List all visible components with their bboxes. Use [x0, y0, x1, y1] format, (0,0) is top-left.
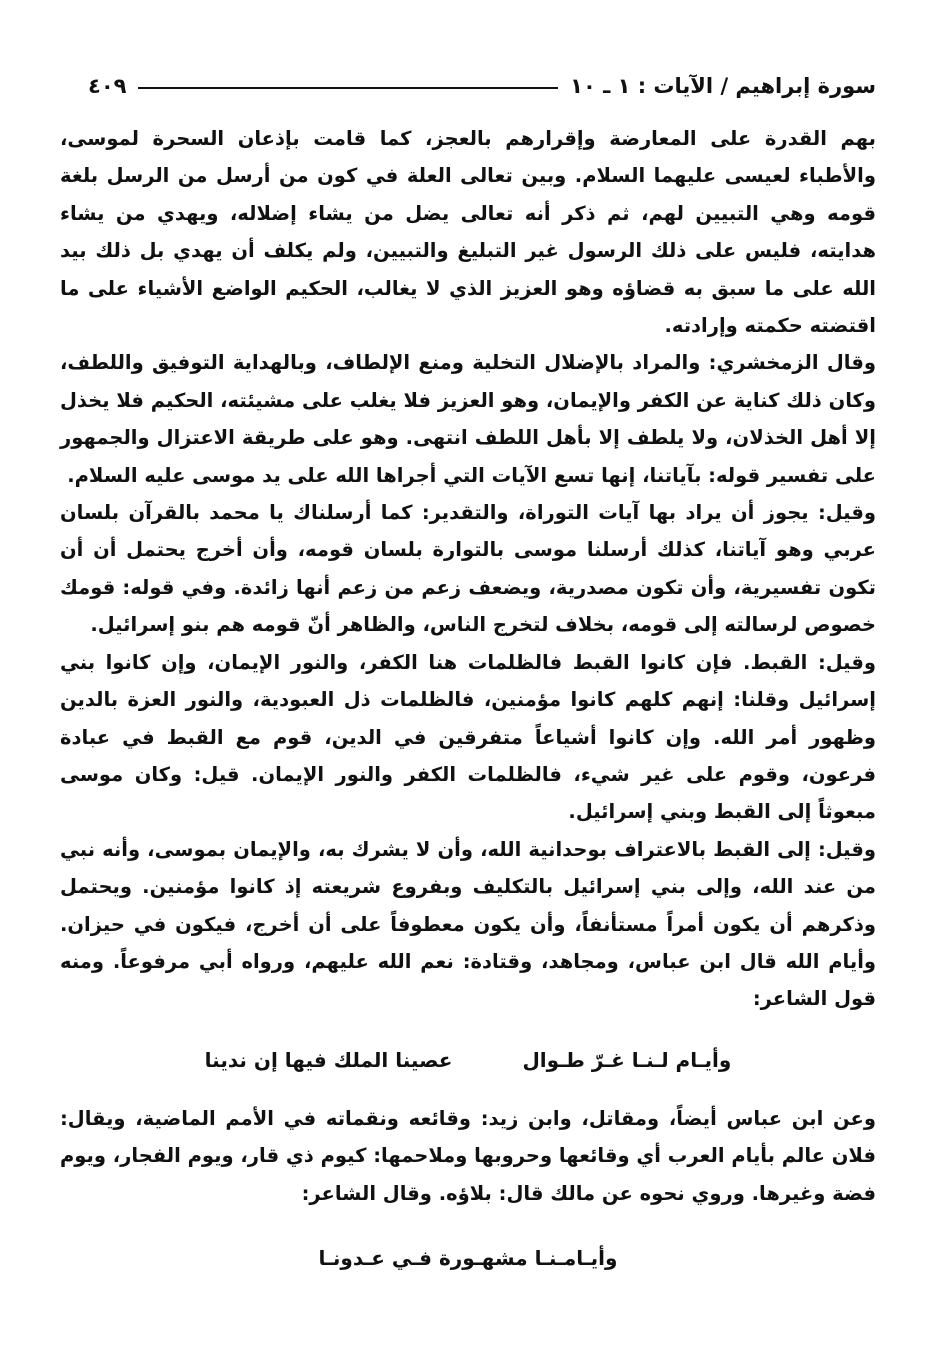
- running-header: [88, 66, 876, 106]
- paragraph: وقيل: إلى القبط بالاعتراف بوحدانية الله، وأن لا يشرك به، والإيمان بموسى، وأنه نبي من عند الله، وإلى بني إسرائيل بالتكليف وبفروع شريعته إذ كانوا مؤمنين. ويحتمل وذكرهم أن يكون أمراً مستأنفاً، وأن يكون معطوفاً على أن أخرج، فيكون في حيزان. وأيام الله قال ابن عباس، ومجاهد، وقتادة: نعم الله عليهم، ورواه أبي مرفوعاً. ومنه قول الشاعر:: [60, 837, 876, 1011]
- paragraph: وعن ابن عباس أيضاً، ومقاتل، وابن زيد: وقائعه ونقماته في الأمم الماضية، ويقال: فلان عالم بأيام العرب أي وقائعها وحروبها وملاحمها: كيوم ذي قار، ويوم الفجار، ويوم فضة وغيرها. وروي نحوه عن مالك قال: بلاؤه. وقال الشاعر:: [60, 1106, 876, 1205]
- page-body: [60, 120, 876, 1298]
- paragraph: وقيل: يجوز أن يراد بها آيات التوراة، والتقدير: كما أرسلناك يا محمد بالقرآن بلسان عربي وهو آياتنا، كذلك أرسلنا موسى بالتوارة بلسان قومه، وأن أخرج يحتمل أن أن تكون تفسيرية، وأن تكون مصدرية، ويضعف زعم من زعم أنها زائدة. وفي قوله: قومك خصوص لرسالته إلى قومه، بخلاف لتخرج الناس، والظاهر أنّ قومه هم بنو إسرائيل.: [60, 501, 876, 637]
- poetry-verse: [60, 1238, 876, 1278]
- verse-second-hemistich: عصينا الملك فيها إن ندينا: [204, 1047, 453, 1072]
- paragraph: بهم القدرة على المعارضة وإقرارهم بالعجز، كما قامت بإذعان السحرة لموسى، والأطباء لعيسى عليهما السلام. وبين تعالى العلة في كون من أرسل من الرسل بلغة قومه وهي التبيين لهم، ثم ذكر أنه تعالى يضل من يشاء إضلاله، ويهدي من يشاء هدايته، فليس على ذلك الرسول غير التبليغ والتبيين، ولم يكلف أن يهدي بل ذلك بيد الله على ما سبق به قضاؤه وهو العزيز الذي لا يغالب، الحكيم الواضع الأشياء على ما اقتضته حكمته وإرادته.: [60, 127, 876, 338]
- paragraph: وقيل: القبط. فإن كانوا القبط فالظلمات هنا الكفر، والنور الإيمان، وإن كانوا بني إسرائيل وقلنا: إنهم كلهم كانوا مؤمنين، فالظلمات ذل العبودية، والنور العزة بالدين وظهور أمر الله. وإن كانوا أشياعاً متفرقين في الدين، قوم مع القبط في عبادة فرعون، وقوم على غير شيء، فالظلمات الكفر والنور الإيمان. قيل: وكان موسى مبعوثاً إلى القبط وبني إسرائيل.: [60, 650, 876, 824]
- page-number: ٤٠٩: [88, 74, 127, 98]
- verse-first-hemistich: وأيـام لـنـا غـرّ طـوال: [522, 1047, 732, 1072]
- header-rule: [138, 87, 558, 89]
- verse-line: وأيـامـنـا مشهـورة فـي عـدونـا: [318, 1245, 618, 1270]
- paragraph: وقال الزمخشري: والمراد بالإضلال التخلية ومنع الإلطاف، وبالهداية التوفيق واللطف، وكان ذلك كناية عن الكفر والإيمان، وهو العزيز فلا يغلب على مشيئته، الحكيم فلا يخذل إلا أهل الخذلان، ولا يلطف إلا بأهل اللطف انتهى. وهو على طريقة الاعتزال والجمهور على تفسير قوله: بآياتنا، إنها تسع الآيات التي أجراها الله على يد موسى عليه السلام.: [60, 351, 876, 487]
- poetry-verse: [60, 1040, 876, 1080]
- surah-title: سورة إبراهيم / الآيات : ١ ـ ١٠: [570, 74, 876, 98]
